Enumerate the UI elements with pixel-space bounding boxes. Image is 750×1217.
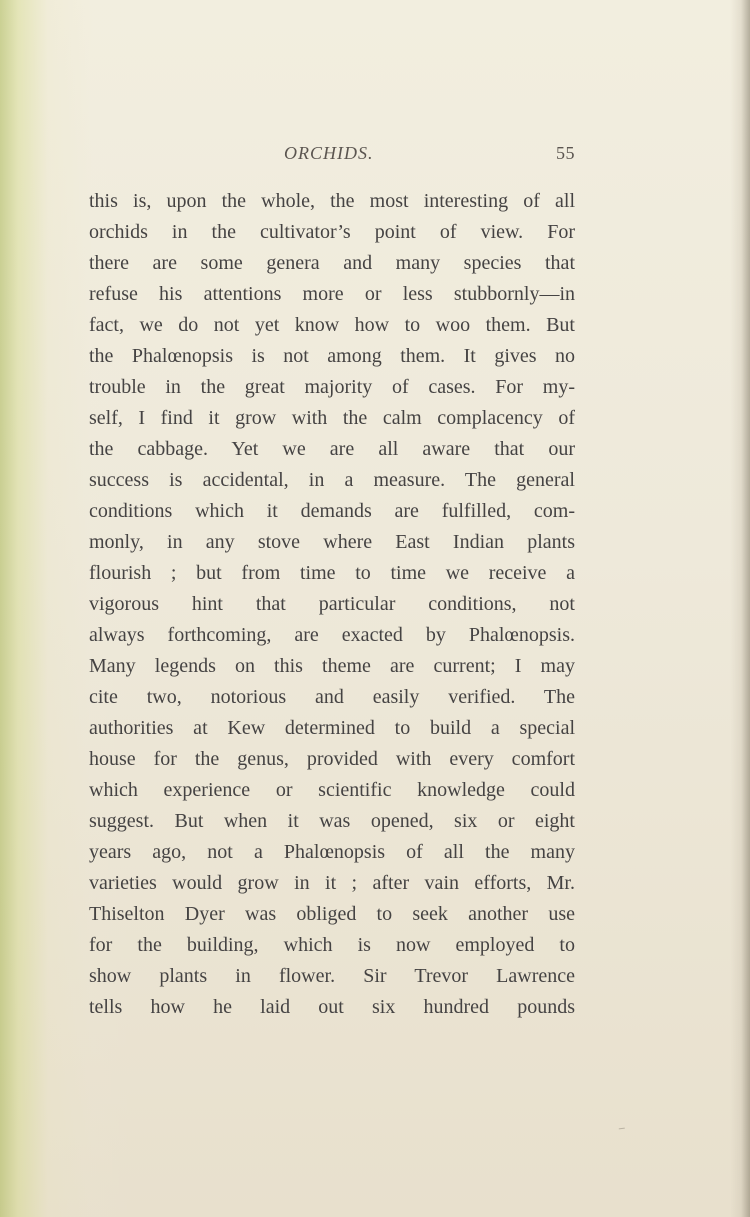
text-line-1: this is, upon the whole, the most interesting of all	[89, 190, 575, 212]
text-line-13: flourish ; but from time to time we receive a	[89, 562, 575, 584]
text-line-6: the Phalœnopsis is not among them. It gives no	[89, 345, 575, 367]
paper-mark	[619, 1128, 625, 1133]
text-line-3: there are some genera and many species that	[89, 252, 575, 274]
text-line-20: which experience or scientific knowledge could	[89, 779, 575, 801]
text-line-2: orchids in the cultivator’s point of view. For	[89, 221, 575, 243]
text-line-23: varieties would grow in it ; after vain efforts, Mr.	[89, 872, 575, 894]
text-line-14: vigorous hint that particular conditions, not	[89, 593, 575, 615]
text-line-9: the cabbage. Yet we are all aware that our	[89, 438, 575, 460]
text-line-26: show plants in flower. Sir Trevor Lawrence	[89, 965, 575, 987]
text-line-5: fact, we do not yet know how to woo them. But	[89, 314, 575, 336]
text-line-18: authorities at Kew determined to build a special	[89, 717, 575, 739]
text-line-22: years ago, not a Phalœnopsis of all the many	[89, 841, 575, 863]
page-number: 55	[556, 143, 575, 163]
text-line-4: refuse his attentions more or less stubbornly—in	[89, 283, 575, 305]
running-title: ORCHIDS.	[284, 143, 374, 163]
running-header	[89, 143, 575, 173]
text-line-24: Thiselton Dyer was obliged to seek another use	[89, 903, 575, 925]
text-line-11: conditions which it demands are fulfilled, com-	[89, 500, 575, 522]
text-line-25: for the building, which is now employed to	[89, 934, 575, 956]
page-edge-shadow	[730, 0, 750, 1217]
text-line-27: tells how he laid out six hundred pounds	[89, 996, 575, 1018]
text-line-8: self, I find it grow with the calm complacency of	[89, 407, 575, 429]
text-line-19: house for the genus, provided with every comfort	[89, 748, 575, 770]
text-line-7: trouble in the great majority of cases. For my-	[89, 376, 575, 398]
body-text	[89, 186, 575, 1023]
text-line-12: monly, in any stove where East Indian plants	[89, 531, 575, 553]
text-line-21: suggest. But when it was opened, six or eight	[89, 810, 575, 832]
text-line-17: cite two, notorious and easily verified. The	[89, 686, 575, 708]
text-line-16: Many legends on this theme are current; I may	[89, 655, 575, 677]
text-line-15: always forthcoming, are exacted by Phalœnopsis.	[89, 624, 575, 646]
text-line-10: success is accidental, in a measure. The general	[89, 469, 575, 491]
